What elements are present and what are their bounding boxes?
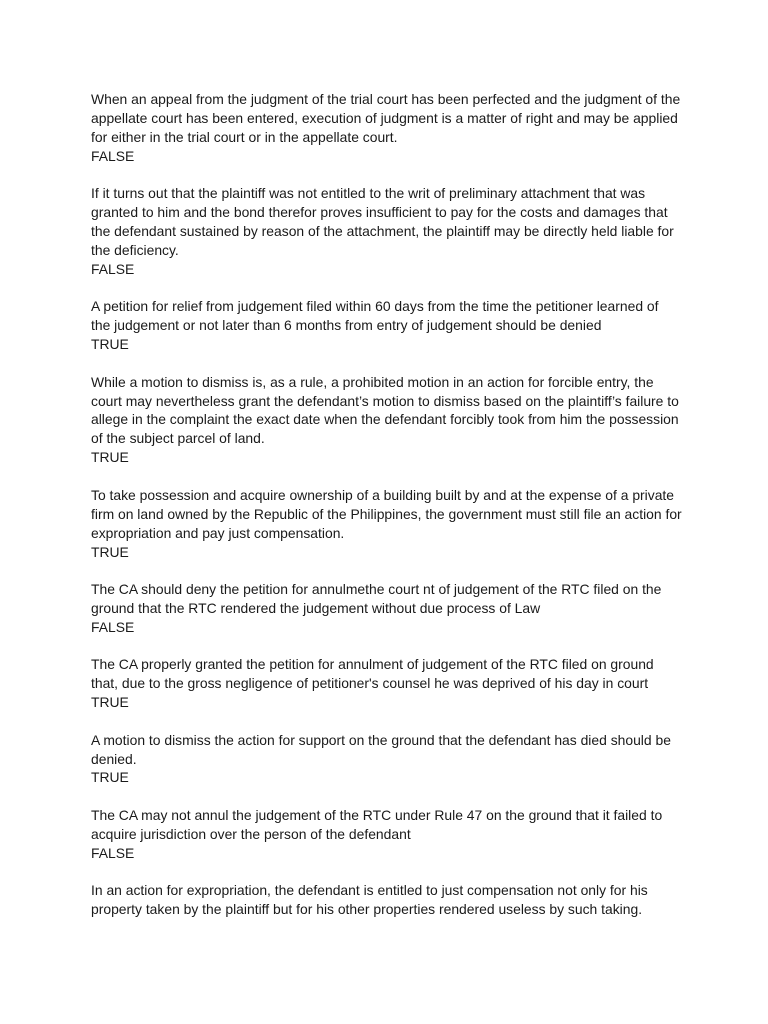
document-page [91,90,691,938]
answer-text: TRUE [91,769,129,786]
qa-item-1 [91,90,691,166]
answer-text: TRUE [91,694,129,711]
qa-item-5 [91,486,691,562]
question-text: The CA may not annul the judgement of the RTC under Rule 47 on the ground that it failed to acquire jurisdiction over the person of the defendant [91,806,663,842]
answer-text: TRUE [91,336,129,353]
qa-item-7 [91,655,691,712]
question-text: A motion to dismiss the action for support on the ground that the defendant has died should be denied. [91,731,671,767]
qa-item-9 [91,806,691,863]
question-text: To take possession and acquire ownership of a building built by and at the expense of a private firm on land owned by the Republic of the Philippines, the government must still file an action for expropriation and pay just compensation. [91,486,682,541]
question-text: If it turns out that the plaintiff was not entitled to the writ of preliminary attachment that was granted to him and the bond therefor proves insufficient to pay for the costs and damages that the defendant sustained by reason of the attachment, the plaintiff may be directly held liable for the deficiency. [91,185,674,258]
question-text: While a motion to dismiss is, as a rule, a prohibited motion in an action for forcible entry, the court may nevertheless grant the defendant’s motion to dismiss based on the plaintiff’s failure to allege in the complaint the exact date when the defendant forcibly took from him the possession of the subject parcel of land. [91,373,679,447]
question-text: The CA properly granted the petition for annulment of judgement of the RTC filed on ground that, due to the gross negligence of petitioner's counsel he was deprived of his day in court [91,656,654,692]
qa-item-6 [91,580,691,637]
question-text: A petition for relief from judgement filed within 60 days from the time the petitioner learned of the judgement or not later than 6 months from entry of judgement should be denied [91,298,659,334]
qa-item-4 [91,373,691,468]
qa-item-8 [91,731,691,788]
answer-text: TRUE [91,543,129,560]
qa-item-10 [91,881,691,919]
question-text: When an appeal from the judgment of the trial court has been perfected and the judgment of the appellate court has been entered, execution of judgment is a matter of right and may be applied for either in the trial court or in the appellate court. [91,91,681,145]
answer-text: FALSE [91,618,135,635]
question-text: The CA should deny the petition for annulmethe court nt of judgement of the RTC filed on the ground that the RTC rendered the judgement without due process of Law [91,581,662,616]
answer-text: FALSE [91,844,135,861]
qa-item-2 [91,184,691,279]
answer-text: TRUE [91,449,129,466]
question-text: In an action for expropriation, the defendant is entitled to just compensation not only for his property taken by the plaintiff but for his other properties rendered useless by such taking. [91,882,648,918]
answer-text: FALSE [91,147,135,164]
qa-item-3 [91,297,691,354]
answer-text: FALSE [91,260,135,277]
